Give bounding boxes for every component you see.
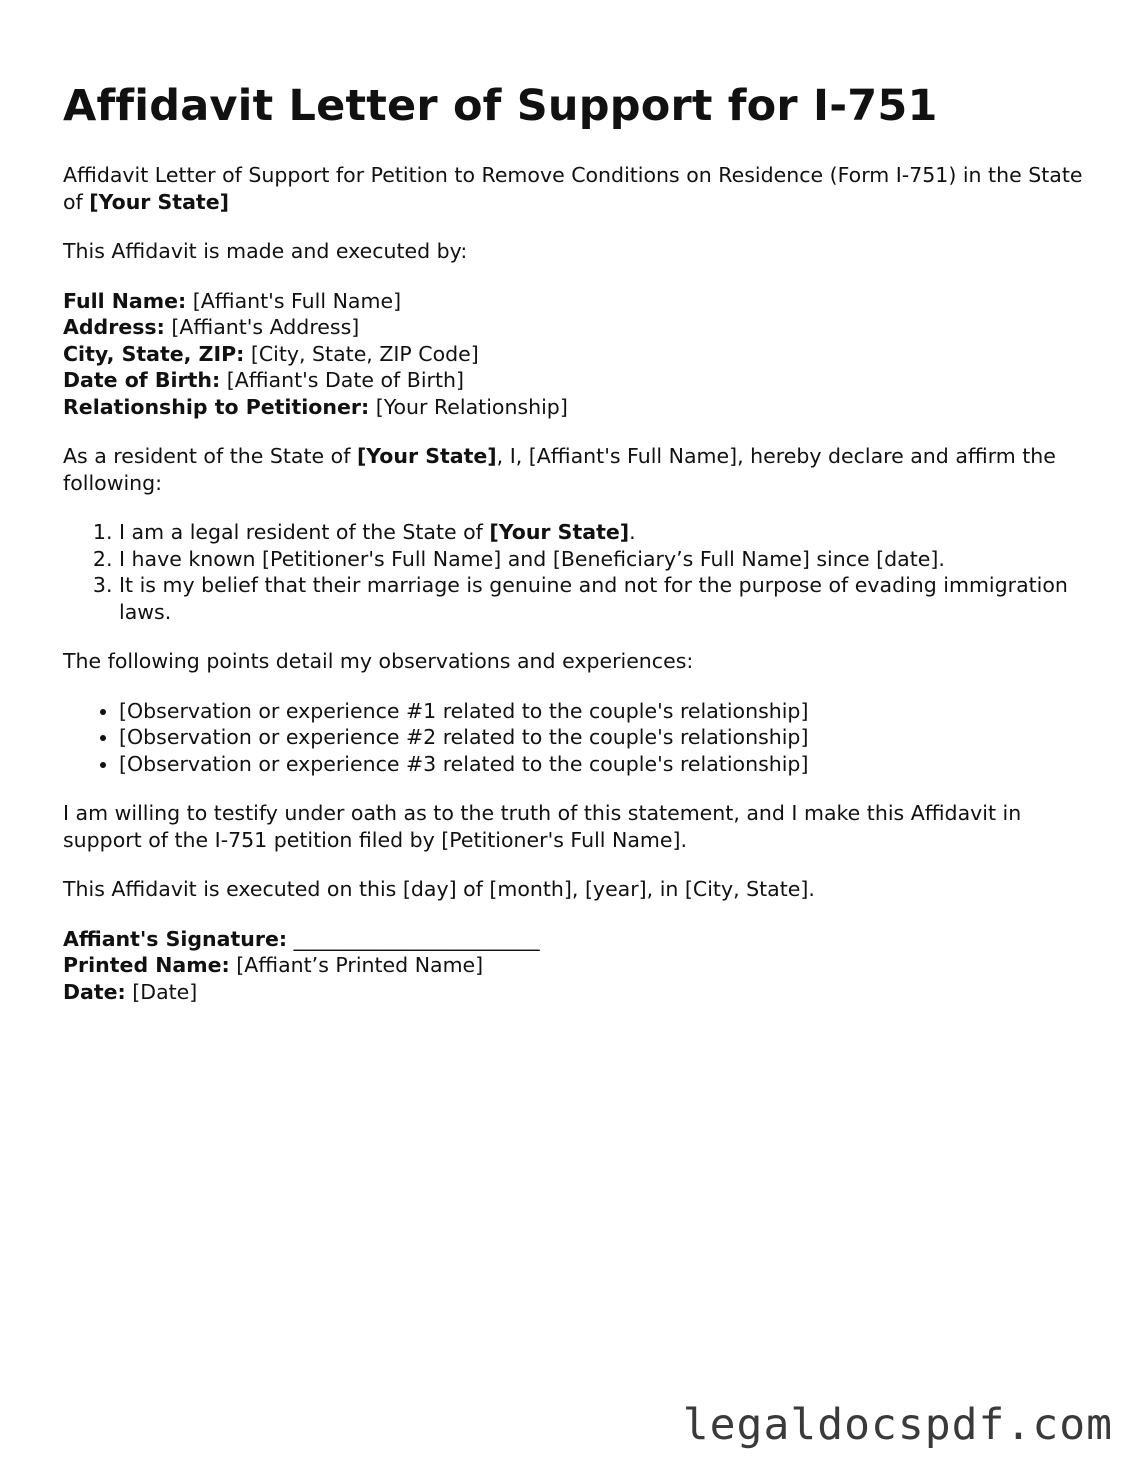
declaration-before: As a resident of the State of [63, 444, 357, 468]
list-item: • [Observation or experience #2 related to the couple's relationship] [119, 724, 1093, 751]
declaration-state: [Your State] [356, 444, 497, 468]
info-label: Full Name: [63, 288, 187, 313]
info-value: [Affiant's Address] [164, 315, 360, 339]
intro-paragraph [63, 162, 1093, 215]
info-date-of-birth [63, 367, 1093, 394]
declaration-after: , I, [Affiant's Full Name], hereby declare and affirm the following: [63, 444, 1056, 495]
printed-name-line [63, 952, 1093, 979]
printed-name-value: [Affiant’s Printed Name] [229, 953, 484, 977]
info-label: Relationship to Petitioner: [63, 394, 370, 419]
signature-label: Affiant's Signature: [63, 926, 288, 951]
document-title: Affidavit Letter of Support for I-751 [63, 81, 938, 131]
info-value: [Your Relationship] [369, 394, 568, 419]
declaration-paragraph [63, 443, 1093, 496]
observations-intro: The following points detail my observations and experiences: [63, 649, 694, 673]
info-value: [City, State, ZIP Code] [244, 341, 479, 366]
date-value: [Date] [125, 979, 198, 1004]
info-value: [Affiant's Date of Birth] [220, 368, 464, 392]
affirmation-1-text: I am a legal resident of the State of [119, 520, 490, 544]
executed-by-paragraph: This Affidavit is made and executed by: [63, 239, 468, 263]
affirmations-list [63, 519, 1093, 625]
info-value: [Affiant's Full Name] [186, 288, 402, 313]
affirmation-1-state: [Your State] [489, 520, 630, 544]
signature-blank: ________________________ [287, 926, 540, 951]
affiant-info [63, 288, 1093, 421]
testify-paragraph: I am willing to testify under oath as to the truth of this statement, and I make this Affidavit in support of the I-751 petition filed by [Petitioner's Full Name]. [63, 801, 1022, 852]
date-label: Date: [63, 979, 126, 1004]
info-label: City, State, ZIP: [63, 341, 245, 366]
list-item [119, 519, 1093, 546]
signature-block [63, 926, 1093, 1006]
document-page [63, 78, 1093, 1005]
info-label: Date of Birth: [63, 368, 221, 392]
info-full-name [63, 288, 1093, 315]
affirmation-1-end: . [629, 520, 636, 544]
date-line [63, 979, 1093, 1006]
executed-on-paragraph: This Affidavit is executed on this [day] of [month], [year], in [City, State]. [63, 877, 815, 901]
list-item: 3. It is my belief that their marriage is genuine and not for the purpose of evading immigration laws. [119, 572, 1093, 625]
info-relationship [63, 394, 1093, 421]
list-item: • [Observation or experience #1 related to the couple's relationship] [119, 698, 1093, 725]
signature-line [63, 926, 1093, 953]
watermark: legaldocspdf.com [682, 1400, 1113, 1450]
list-item: 2. I have known [Petitioner's Full Name] and [Beneficiary’s Full Name] since [date]. [119, 546, 1093, 573]
list-item: • [Observation or experience #3 related to the couple's relationship] [119, 751, 1093, 778]
intro-state: [Your State] [89, 189, 230, 214]
intro-text: Affidavit Letter of Support for Petition to Remove Conditions on Residence (Form I-751) in the State of [63, 163, 1083, 214]
info-address [63, 314, 1093, 341]
info-city-state-zip [63, 341, 1093, 368]
info-label: Address: [63, 315, 165, 339]
printed-name-label: Printed Name: [63, 953, 230, 977]
observations-list [63, 698, 1093, 778]
